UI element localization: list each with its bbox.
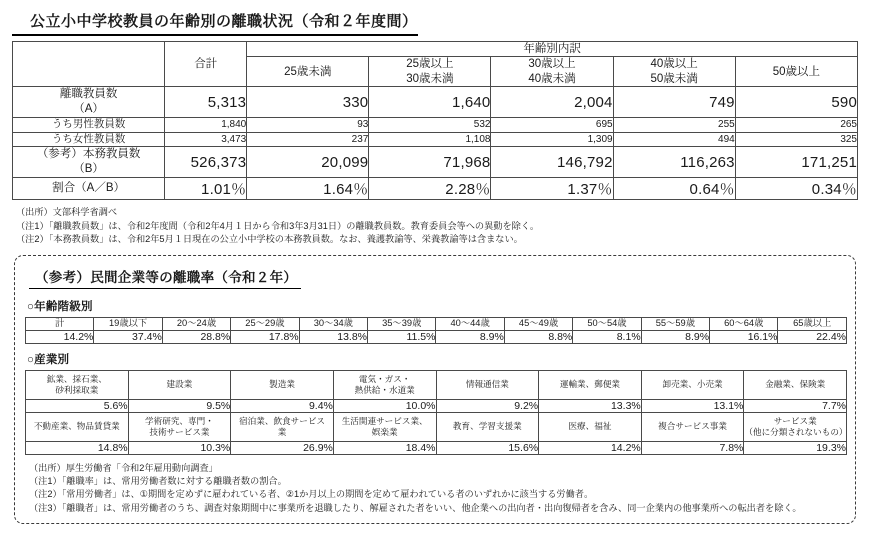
age-value-cell: 11.5% [368, 330, 436, 343]
reference-section [14, 255, 856, 524]
row-label: 割合（A／B） [13, 178, 165, 200]
table-row [13, 87, 858, 118]
table-row [13, 178, 858, 200]
header-age-under25: 25歳未満 [247, 57, 369, 87]
industry-section-heading: ○産業別 [27, 353, 70, 366]
age-column-header: 55〜59歳 [641, 318, 709, 331]
table-cell: 1,840 [165, 118, 247, 133]
industry-column-header: 学術研究、専門・ 技術サービス業 [128, 412, 231, 441]
industry-column-header: 金融業、保険業 [744, 370, 847, 399]
row-label: （参考）本務教員数 （B） [13, 147, 165, 178]
industry-value-cell: 13.3% [539, 399, 642, 412]
industry-turnover-table [25, 370, 847, 455]
ref-note-3: （注3）「離職者」は、常用労働者のうち、調査対象期間中に事業所を退職したり、解雇された者をいい、他企業への出向者・出向復帰者を含み、同一企業内の他事業所への転出者を除く。 [29, 502, 802, 513]
age-value-cell: 8.8% [504, 330, 572, 343]
table-cell: 171,251 [735, 147, 857, 178]
table-cell: 146,792 [491, 147, 613, 178]
industry-value-cell: 15.6% [436, 441, 539, 454]
industry-value-row-1 [26, 399, 847, 412]
industry-value-cell: 9.2% [436, 399, 539, 412]
age-column-header: 60〜64歳 [710, 318, 778, 331]
industry-column-header: サービス業 （他に分類されないもの） [744, 412, 847, 441]
age-column-header: 25〜29歳 [231, 318, 299, 331]
table-row [13, 118, 858, 133]
industry-value-cell: 10.3% [128, 441, 231, 454]
table-cell: 532 [369, 118, 491, 133]
industry-column-header: 鉱業、採石業、 砂利採取業 [26, 370, 129, 399]
age-turnover-table [25, 317, 847, 344]
table-cell: 1.64％ [247, 178, 369, 200]
age-column-header: 40〜44歳 [436, 318, 504, 331]
age-value-cell: 17.8% [231, 330, 299, 343]
industry-value-cell: 14.8% [26, 441, 129, 454]
industry-value-cell: 18.4% [333, 441, 436, 454]
table-cell: 2,004 [491, 87, 613, 118]
table-cell: 71,968 [369, 147, 491, 178]
industry-column-header: 卸売業、小売業 [641, 370, 744, 399]
header-age-40to49: 40歳以上 50歳未満 [613, 57, 735, 87]
industry-column-header: 不動産業、物品賃貸業 [26, 412, 129, 441]
table-row [13, 132, 858, 147]
table-cell: 1,108 [369, 132, 491, 147]
teacher-attrition-table [12, 41, 858, 200]
age-column-header: 30〜34歳 [299, 318, 367, 331]
industry-column-header: 医療、福祉 [539, 412, 642, 441]
industry-value-row-2 [26, 441, 847, 454]
industry-value-cell: 7.7% [744, 399, 847, 412]
age-column-header: 19歳以下 [94, 318, 162, 331]
industry-column-header: 建設業 [128, 370, 231, 399]
table-cell: 0.64％ [613, 178, 735, 200]
table-cell: 265 [735, 118, 857, 133]
industry-value-cell: 10.0% [333, 399, 436, 412]
ref-note-1: （注1）「離職率」は、常用労働者数に対する離職者数の割合。 [29, 476, 287, 487]
main-note-2: （注2）「本務教員数」は、令和2年5月１日現在の公立小中学校の本務教員数。なお、養護教諭等、栄養教諭等は含まない。 [16, 233, 523, 244]
industry-value-cell: 14.2% [539, 441, 642, 454]
ref-note-source: （出所）厚生労働省「令和2年雇用動向調査」 [29, 462, 218, 473]
table-row [13, 147, 858, 178]
age-value-cell: 8.1% [573, 330, 641, 343]
table-header-row-1 [13, 42, 858, 57]
age-header-row [26, 318, 847, 331]
industry-column-header: 電気・ガス・ 熱供給・水道業 [333, 370, 436, 399]
age-value-cell: 14.2% [26, 330, 94, 343]
age-column-header: 45〜49歳 [504, 318, 572, 331]
industry-column-header: 教育、学習支援業 [436, 412, 539, 441]
table-cell: 5,313 [165, 87, 247, 118]
table-cell: 494 [613, 132, 735, 147]
main-table-body [13, 87, 858, 200]
header-age-50plus: 50歳以上 [735, 57, 857, 87]
table-cell: 2.28％ [369, 178, 491, 200]
table-cell: 0.34％ [735, 178, 857, 200]
age-value-cell: 22.4% [778, 330, 847, 343]
table-cell: 3,473 [165, 132, 247, 147]
industry-header-row-1 [26, 370, 847, 399]
row-label: 離職教員数 （A） [13, 87, 165, 118]
reference-notes [29, 462, 845, 515]
age-column-header: 50〜54歳 [573, 318, 641, 331]
table-cell: 255 [613, 118, 735, 133]
industry-column-header: 運輸業、郵便業 [539, 370, 642, 399]
table-cell: 93 [247, 118, 369, 133]
row-label: うち男性教員数 [13, 118, 165, 133]
main-note-1: （注1）「離職教員数」は、令和2年度間（令和2年4月１日から令和3年3月31日）の離職教員数。教育委員会等への異動を除く。 [16, 220, 540, 231]
table-cell: 20,099 [247, 147, 369, 178]
table-cell: 749 [613, 87, 735, 118]
industry-value-cell: 7.8% [641, 441, 744, 454]
age-section-heading: ○年齢階級別 [27, 301, 93, 314]
age-value-cell: 37.4% [94, 330, 162, 343]
table-cell: 1,309 [491, 132, 613, 147]
main-notes [16, 206, 858, 246]
main-note-source: （出所）文部科学省調べ [16, 207, 118, 218]
table-cell: 695 [491, 118, 613, 133]
industry-column-header: 生活関連サービス業、 娯楽業 [333, 412, 436, 441]
industry-value-cell: 5.6% [26, 399, 129, 412]
industry-value-cell: 26.9% [231, 441, 334, 454]
age-column-header: 35〜39歳 [368, 318, 436, 331]
industry-header-row-2 [26, 412, 847, 441]
header-age-breakdown: 年齢別内訳 [247, 42, 858, 57]
industry-value-cell: 9.4% [231, 399, 334, 412]
table-cell: 116,263 [613, 147, 735, 178]
table-cell: 1.01％ [165, 178, 247, 200]
table-cell: 526,373 [165, 147, 247, 178]
industry-column-header: 製造業 [231, 370, 334, 399]
industry-value-cell: 13.1% [641, 399, 744, 412]
row-label: うち女性教員数 [13, 132, 165, 147]
age-value-cell: 16.1% [710, 330, 778, 343]
age-column-header: 計 [26, 318, 94, 331]
age-value-cell: 13.8% [299, 330, 367, 343]
age-value-cell: 28.8% [162, 330, 230, 343]
header-age-30to39: 30歳以上 40歳未満 [491, 57, 613, 87]
ref-note-2: （注2）「常用労働者」は、①期間を定めずに雇われている者、②1か月以上の期間を定めて雇われている者のいずれかに該当する労働者。 [29, 489, 594, 500]
industry-value-cell: 19.3% [744, 441, 847, 454]
age-value-cell: 8.9% [436, 330, 504, 343]
table-cell: 330 [247, 87, 369, 118]
age-value-cell: 8.9% [641, 330, 709, 343]
age-column-header: 65歳以上 [778, 318, 847, 331]
industry-value-cell: 9.5% [128, 399, 231, 412]
header-total: 合計 [165, 42, 247, 87]
table-cell: 325 [735, 132, 857, 147]
table-cell: 237 [247, 132, 369, 147]
corner-cell [13, 42, 165, 87]
age-column-header: 20〜24歳 [162, 318, 230, 331]
table-cell: 1.37％ [491, 178, 613, 200]
table-cell: 590 [735, 87, 857, 118]
age-value-row [26, 330, 847, 343]
industry-column-header: 宿泊業、飲食サービス 業 [231, 412, 334, 441]
industry-column-header: 複合サービス事業 [641, 412, 744, 441]
industry-column-header: 情報通信業 [436, 370, 539, 399]
page-title: 公立小中学校教員の年齢別の離職状況（令和２年度間） [12, 8, 418, 36]
table-cell: 1,640 [369, 87, 491, 118]
reference-title: （参考）民間企業等の離職率（令和２年） [29, 266, 301, 289]
header-age-25to29: 25歳以上 30歳未満 [369, 57, 491, 87]
